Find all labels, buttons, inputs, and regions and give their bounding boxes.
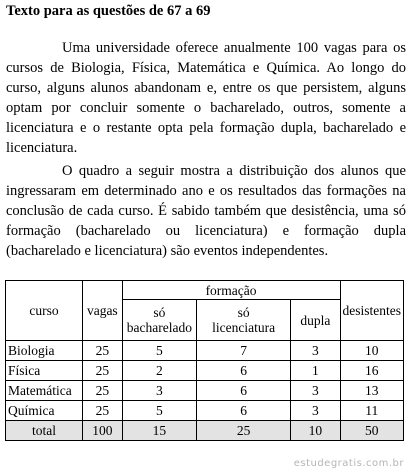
cell-licenciatura: 6: [197, 401, 291, 421]
cell-bacharelado: 2: [122, 361, 197, 381]
table-row: [6, 381, 404, 401]
distribution-table: [5, 280, 404, 441]
cell-desistentes: 10: [340, 341, 404, 361]
table-total-row: [6, 421, 404, 441]
header-so-bacharelado-line2: bacharelado: [126, 320, 192, 335]
cell-total-desistentes: 50: [340, 421, 404, 441]
header-dupla: dupla: [291, 300, 340, 341]
header-desistentes: desistentes: [340, 281, 404, 341]
cell-dupla: 3: [291, 401, 340, 421]
header-so-bacharelado: [122, 300, 197, 341]
cell-curso: Matemática: [6, 381, 83, 401]
intro-paragraph: Uma universidade oferece anualmente 100 vagas para os cursos de Biologia, Física, Matemática e Química. Ao longo do curso, alguns alunos abandonam e, entre os que persistem, alguns optam por concluir somente o bacharelado, outros, somente a licenciatura e o restante opta pela formação dupla, bacharelado e licenciatura.: [6, 40, 406, 156]
cell-total-bacharelado: 15: [122, 421, 197, 441]
table-row: [6, 361, 404, 381]
cell-vagas: 25: [83, 361, 123, 381]
cell-dupla: 3: [291, 381, 340, 401]
header-so-licenciatura-line2: licenciatura: [212, 320, 276, 335]
header-vagas: vagas: [83, 281, 123, 341]
table-row: [6, 341, 404, 361]
cell-dupla: 1: [291, 361, 340, 381]
cell-bacharelado: 5: [122, 341, 197, 361]
section-heading: Texto para as questões de 67 a 69: [6, 3, 211, 19]
cell-total-dupla: 10: [291, 421, 340, 441]
header-formacao: formação: [122, 281, 340, 300]
header-so-licenciatura-line1: só: [237, 305, 250, 320]
cell-curso: Química: [6, 401, 83, 421]
table-row: [6, 401, 404, 421]
header-curso: curso: [6, 281, 83, 341]
site-watermark: estudegratis.com.br: [293, 458, 404, 469]
cell-dupla: 3: [291, 341, 340, 361]
table-description-paragraph: O quadro a seguir mostra a distribuição dos alunos que ingressaram em determinado ano e os resultados das formações na conclusão de cada curso. É sabido também que desistência, uma só formação (bacharelado ou licenciatura) e formação dupla (bacharelado e licenciatura) são eventos independentes.: [6, 163, 406, 259]
header-so-bacharelado-line1: só: [153, 305, 166, 320]
cell-bacharelado: 3: [122, 381, 197, 401]
cell-total-label: total: [6, 421, 83, 441]
cell-total-licenciatura: 25: [197, 421, 291, 441]
cell-curso: Biologia: [6, 341, 83, 361]
cell-vagas: 25: [83, 401, 123, 421]
cell-desistentes: 11: [340, 401, 404, 421]
cell-vagas: 25: [83, 381, 123, 401]
table-header-row: [6, 281, 404, 300]
cell-desistentes: 13: [340, 381, 404, 401]
cell-licenciatura: 6: [197, 381, 291, 401]
cell-licenciatura: 7: [197, 341, 291, 361]
cell-total-vagas: 100: [83, 421, 123, 441]
header-so-licenciatura: [197, 300, 291, 341]
cell-vagas: 25: [83, 341, 123, 361]
cell-desistentes: 16: [340, 361, 404, 381]
cell-licenciatura: 6: [197, 361, 291, 381]
cell-bacharelado: 5: [122, 401, 197, 421]
cell-curso: Física: [6, 361, 83, 381]
